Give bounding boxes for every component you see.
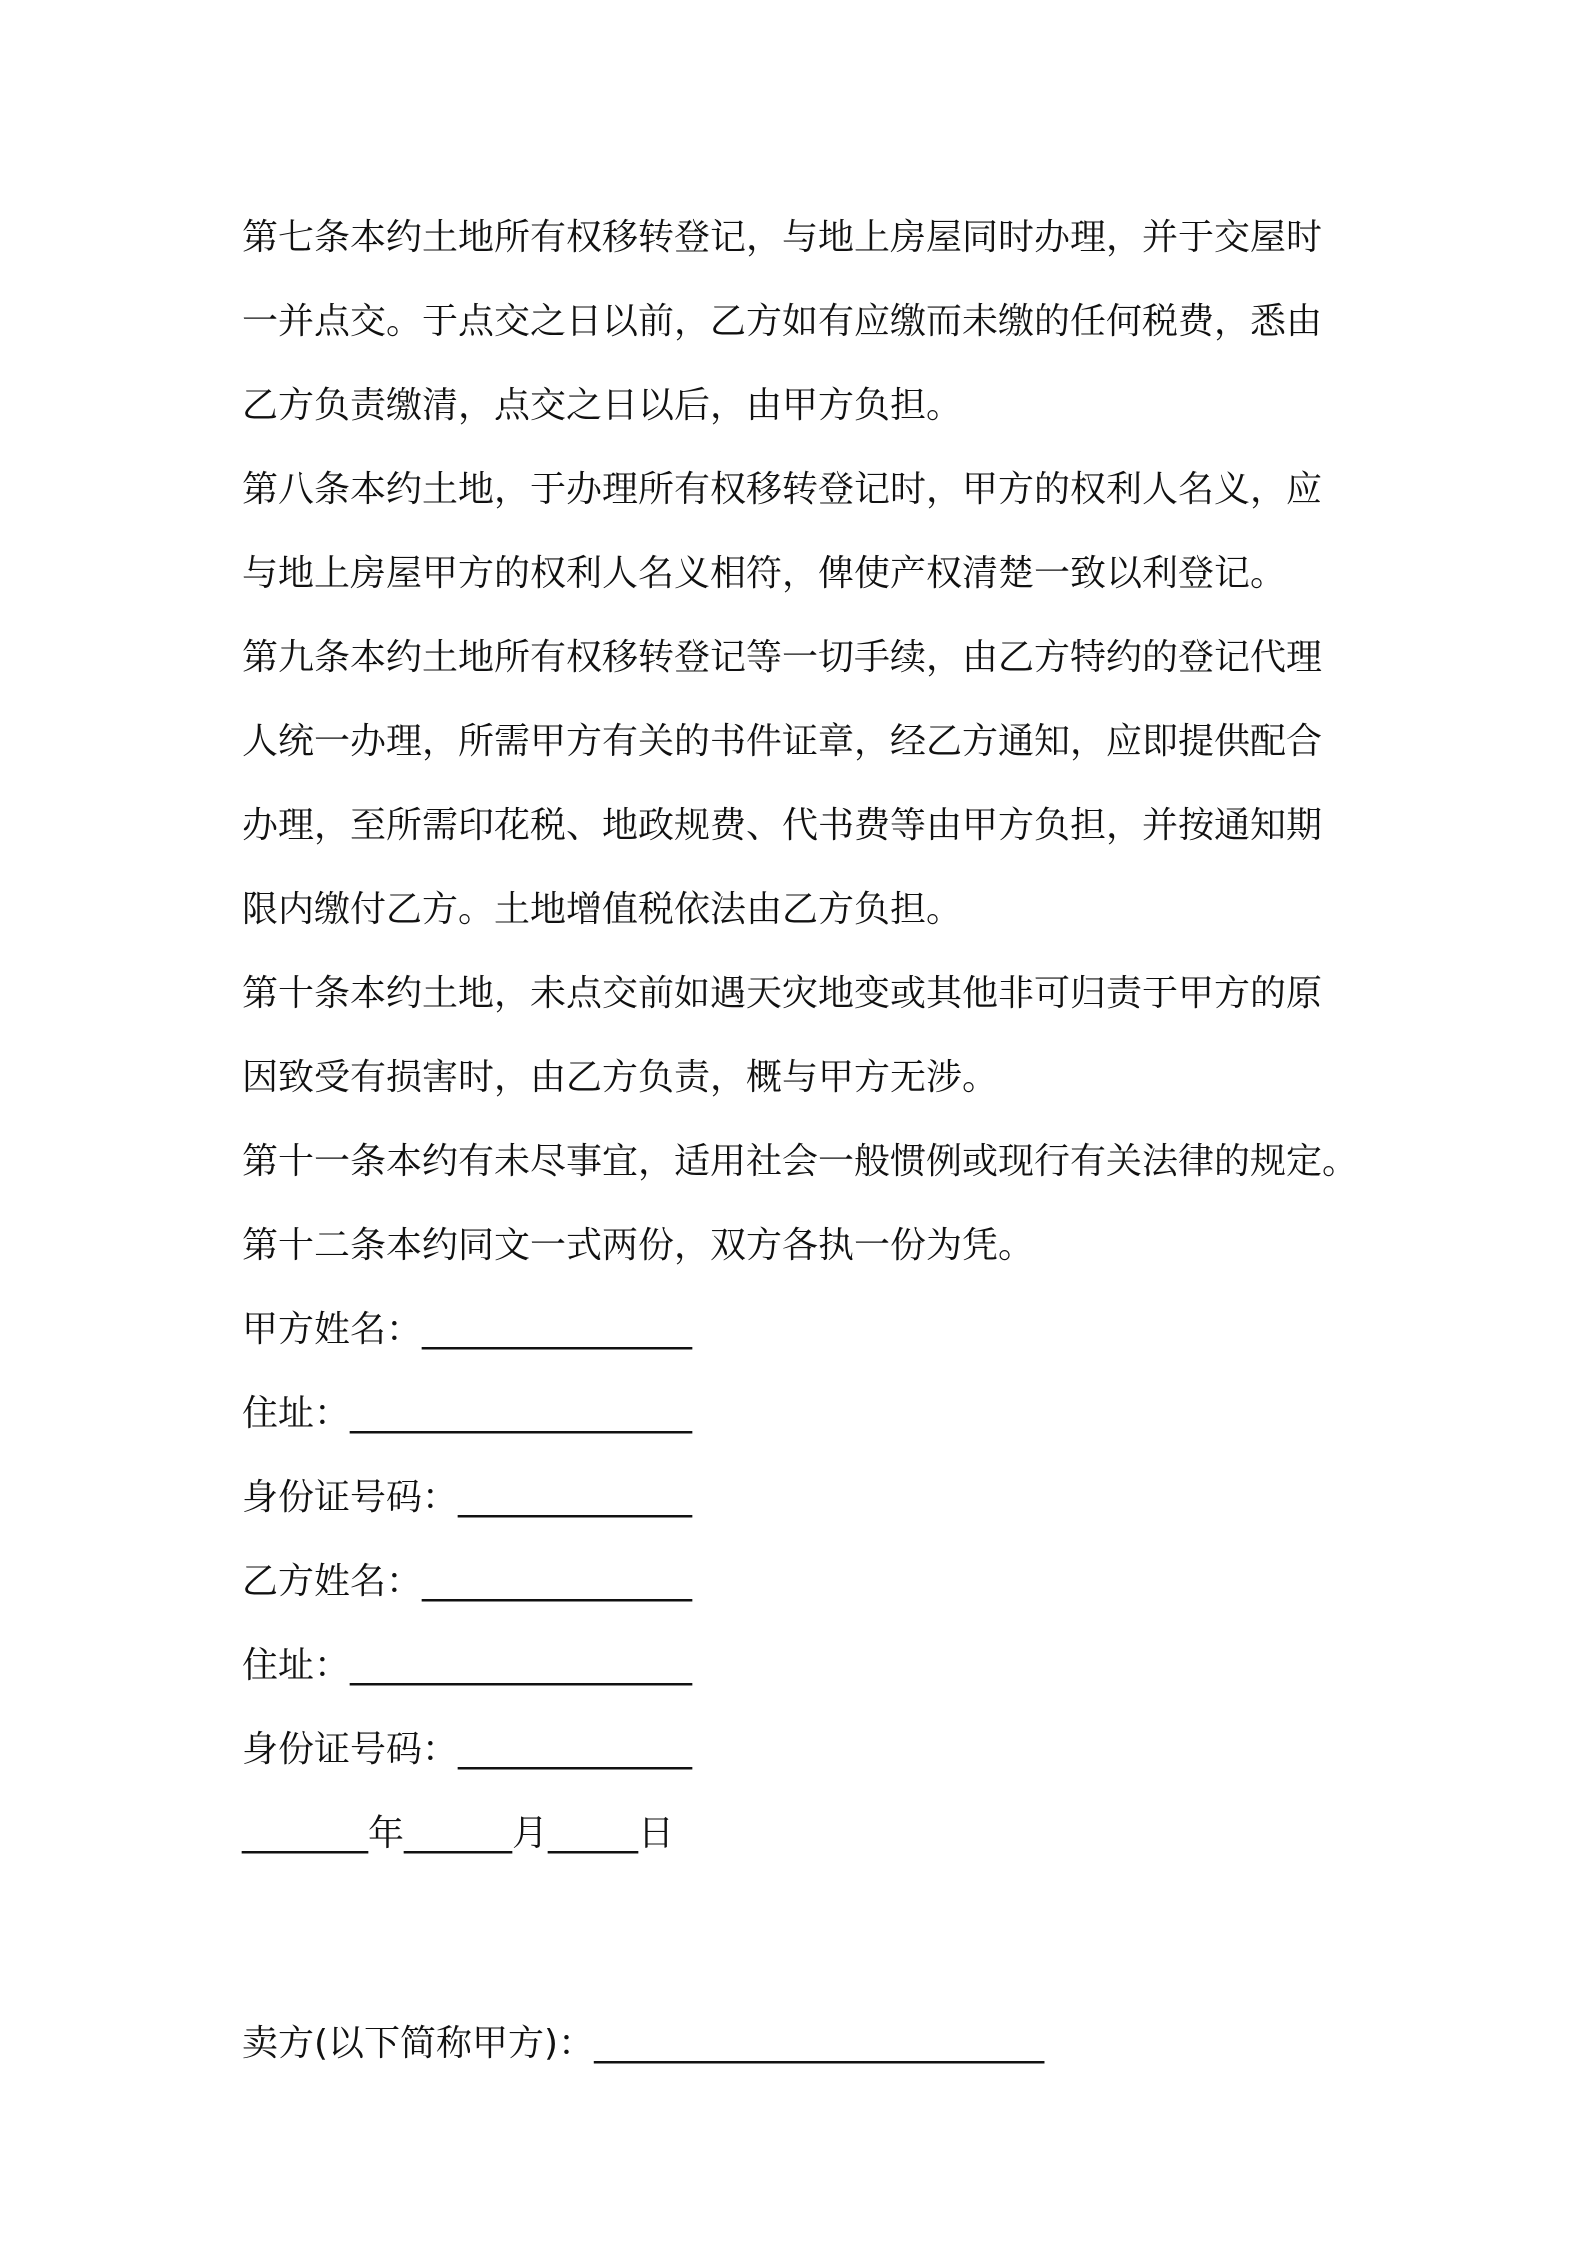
section-gap	[242, 1876, 1382, 2002]
party-a-name-field: 甲方姓名：_______________	[242, 1309, 693, 1350]
clause-9-line-2: 人统一办理，所需甲方有关的书件证章，经乙方通知，应即提供配合	[242, 721, 1323, 762]
clause-10-line-2: 因致受有损害时，由乙方负责，概与甲方无涉。	[242, 1057, 999, 1098]
clause-11-line-1: 第十一条本约有未尽事宜，适用社会一般惯例或现行有关法律的规定。	[242, 1141, 1359, 1182]
seller-field: 卖方(以下简称甲方)：_________________________	[242, 2023, 1045, 2064]
clause-10-line-1: 第十条本约土地，未点交前如遇天灾地变或其他非可归责于甲方的原	[242, 973, 1323, 1014]
clause-9-line-3: 办理，至所需印花税、地政规费、代书费等由甲方负担，并按通知期	[242, 805, 1323, 846]
clause-8-line-2: 与地上房屋甲方的权利人名义相符，俾使产权清楚一致以利登记。	[242, 553, 1287, 594]
contract-body	[242, 196, 1382, 2086]
clause-9-line-1: 第九条本约土地所有权移转登记等一切手续，由乙方特约的登记代理	[242, 637, 1323, 678]
date-field: _______年______月_____日	[242, 1813, 674, 1854]
clause-8-line-1: 第八条本约土地，于办理所有权移转登记时，甲方的权利人名义，应	[242, 469, 1323, 510]
clause-7-line-1: 第七条本约土地所有权移转登记，与地上房屋同时办理，并于交屋时	[242, 217, 1323, 258]
party-b-name-field: 乙方姓名：_______________	[242, 1561, 693, 1602]
party-b-id-field: 身份证号码：_____________	[242, 1729, 693, 1770]
clause-7-line-2: 一并点交。于点交之日以前，乙方如有应缴而未缴的任何税费，悉由	[242, 301, 1323, 342]
party-a-id-field: 身份证号码：_____________	[242, 1477, 693, 1518]
clause-12-line-1: 第十二条本约同文一式两份，双方各执一份为凭。	[242, 1225, 1035, 1266]
party-a-address-field: 住址：___________________	[242, 1393, 693, 1434]
clause-9-line-4: 限内缴付乙方。土地增值税依法由乙方负担。	[242, 889, 963, 930]
clause-7-line-3: 乙方负责缴清，点交之日以后，由甲方负担。	[242, 385, 963, 426]
party-b-address-field: 住址：___________________	[242, 1645, 693, 1686]
